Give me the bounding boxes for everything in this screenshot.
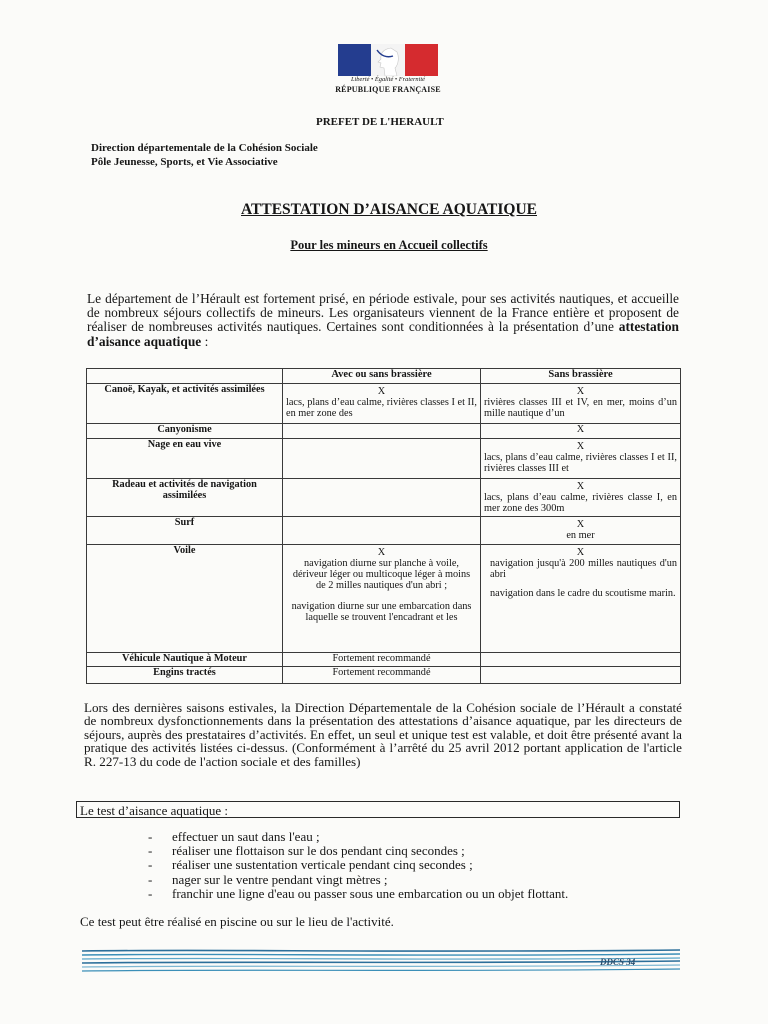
test-heading-box: Le test d’aisance aquatique : — [76, 801, 680, 818]
without-cell — [481, 384, 681, 424]
x-mark: X — [576, 547, 585, 558]
x-mark: X — [576, 386, 585, 397]
cell-text: lacs, plans d’eau calme, rivières classes I et II, en mer zone des — [286, 397, 477, 419]
republic-motto: Liberté • Égalité • Fraternité — [350, 76, 426, 83]
page-title: ATTESTATION D’AISANCE AQUATIQUE — [241, 201, 537, 218]
activity-cell: Voile — [87, 545, 283, 653]
activity-cell: Nage en eau vive — [87, 439, 283, 479]
table-row — [87, 545, 681, 653]
activity-cell: Canyonisme — [87, 424, 283, 439]
test-steps-list — [148, 830, 688, 901]
with-cell — [283, 517, 481, 545]
x-mark: X — [576, 481, 585, 492]
x-mark: X — [377, 386, 386, 397]
x-mark: X — [377, 547, 386, 558]
with-cell — [283, 424, 481, 439]
with-cell — [283, 384, 481, 424]
cell-text: lacs, plans d’eau calme, rivières classes I et II, rivières classes III et — [484, 452, 677, 474]
cell-text: navigation diurne sur une embarcation dans — [291, 601, 472, 612]
cell-text: navigation dans le cadre du scoutisme marin. — [490, 588, 676, 599]
cell-text: de 2 milles nautiques d'un abri ; — [315, 580, 448, 591]
activity-cell: Surf — [87, 517, 283, 545]
cell-text: lacs, plans d’eau calme, rivières classe I, en mer zone des 300m — [484, 492, 677, 514]
list-item: - effectuer un saut dans l'eau ; — [148, 830, 688, 844]
closing-note: Ce test peut être réalisé en piscine ou sur le lieu de l'activité. — [80, 914, 394, 929]
context-paragraph: Lors des dernières saisons estivales, la Direction Départementale de la Cohésion sociale de l’Hérault a constaté de nombreux dysfonctionnements dans la présentation des attestations d’aisance aquatique, par les directeurs de séjours, auprès des prestataires d’activités. En effet, un seul et unique test est valable, et doit être présenté avant la pratique des activités listées ci-dessus. (Conformément à l’arrêté du 25 avril 2012 portant application de l'article R. 227-13 du code de l'action sociale et des familles) — [84, 700, 682, 769]
table-header-row — [87, 369, 681, 384]
x-mark: X — [576, 424, 585, 435]
activity-cell: Radeau et activités de navigation assimilées — [87, 479, 283, 517]
flag-red-band — [405, 44, 438, 76]
without-cell — [481, 667, 681, 684]
intro-paragraph — [87, 292, 679, 349]
intro-text: Le département de l’Hérault est fortement prisé, en période estivale, pour ses activités nautiques, et accueille de nombreux séjours collectifs de mineurs. Les organisateurs viennent de la France entière et proposent de réaliser de nombreuses activités nautiques. Certaines sont conditionnées à la présentation d’une — [87, 291, 679, 335]
footer-ddcs-label: DDCS 34 — [600, 957, 636, 967]
without-cell — [481, 653, 681, 667]
with-cell — [283, 439, 481, 479]
without-cell — [481, 517, 681, 545]
marianne-profile-icon — [371, 44, 405, 76]
marianne-logo — [338, 44, 438, 76]
x-mark: X — [576, 441, 585, 452]
without-cell — [481, 545, 681, 653]
republic-name: RÉPUBLIQUE FRANÇAISE — [335, 85, 441, 94]
with-cell: Fortement recommandé — [283, 653, 481, 667]
direction-block — [91, 142, 318, 169]
intro-bold: attestation d’aisance aquatique — [87, 319, 679, 349]
activity-cell: Véhicule Nautique à Moteur — [87, 653, 283, 667]
page-subtitle: Pour les mineurs en Accueil collectifs — [290, 238, 488, 252]
cell-text: en mer — [566, 530, 595, 541]
cell-text: laquelle se trouvent l'encadrant et les — [305, 612, 458, 623]
flag-blue-band — [338, 44, 371, 76]
table-row — [87, 517, 681, 545]
list-item: - réaliser une flottaison sur le dos pendant cinq secondes ; — [148, 844, 688, 858]
x-mark: X — [576, 519, 585, 530]
activities-table — [86, 368, 681, 684]
without-cell — [481, 479, 681, 517]
table-row — [87, 439, 681, 479]
table-row — [87, 424, 681, 439]
header-with-lifejacket: Avec ou sans brassière — [283, 369, 481, 384]
direction-line-2: Pôle Jeunesse, Sports, et Vie Associative — [91, 155, 278, 168]
with-cell — [283, 479, 481, 517]
header-without-lifejacket: Sans brassière — [481, 369, 681, 384]
prefet-heading: PREFET DE L'HERAULT — [316, 116, 444, 128]
with-cell — [283, 545, 481, 653]
table-row — [87, 479, 681, 517]
cell-text: rivières classes III et IV, en mer, moins d’un mille nautique d’un — [484, 397, 677, 419]
cell-text: navigation jusqu'à 200 milles nautiques d'un abri — [490, 558, 677, 580]
activity-cell: Canoë, Kayak, et activités assimilées — [87, 384, 283, 424]
with-cell: Fortement recommandé — [283, 667, 481, 684]
intro-end: : — [201, 333, 209, 349]
header-activity — [87, 369, 283, 384]
flag-white-band — [371, 44, 404, 76]
list-item: - nager sur le ventre pendant vingt mètres ; — [148, 873, 688, 887]
without-cell — [481, 439, 681, 479]
without-cell — [481, 424, 681, 439]
cell-text: navigation diurne sur planche à voile, dériveur léger ou multicoque léger à moins — [292, 558, 471, 580]
footer-wave-stripes — [82, 945, 680, 975]
list-item: - réaliser une sustentation verticale pendant cinq secondes ; — [148, 858, 688, 872]
table-row — [87, 384, 681, 424]
table-row — [87, 667, 681, 684]
activity-cell: Engins tractés — [87, 667, 283, 684]
list-item: - franchir une ligne d'eau ou passer sous une embarcation ou un objet flottant. — [148, 887, 688, 901]
direction-line-1: Direction départementale de la Cohésion Sociale — [91, 142, 318, 154]
table-row — [87, 653, 681, 667]
